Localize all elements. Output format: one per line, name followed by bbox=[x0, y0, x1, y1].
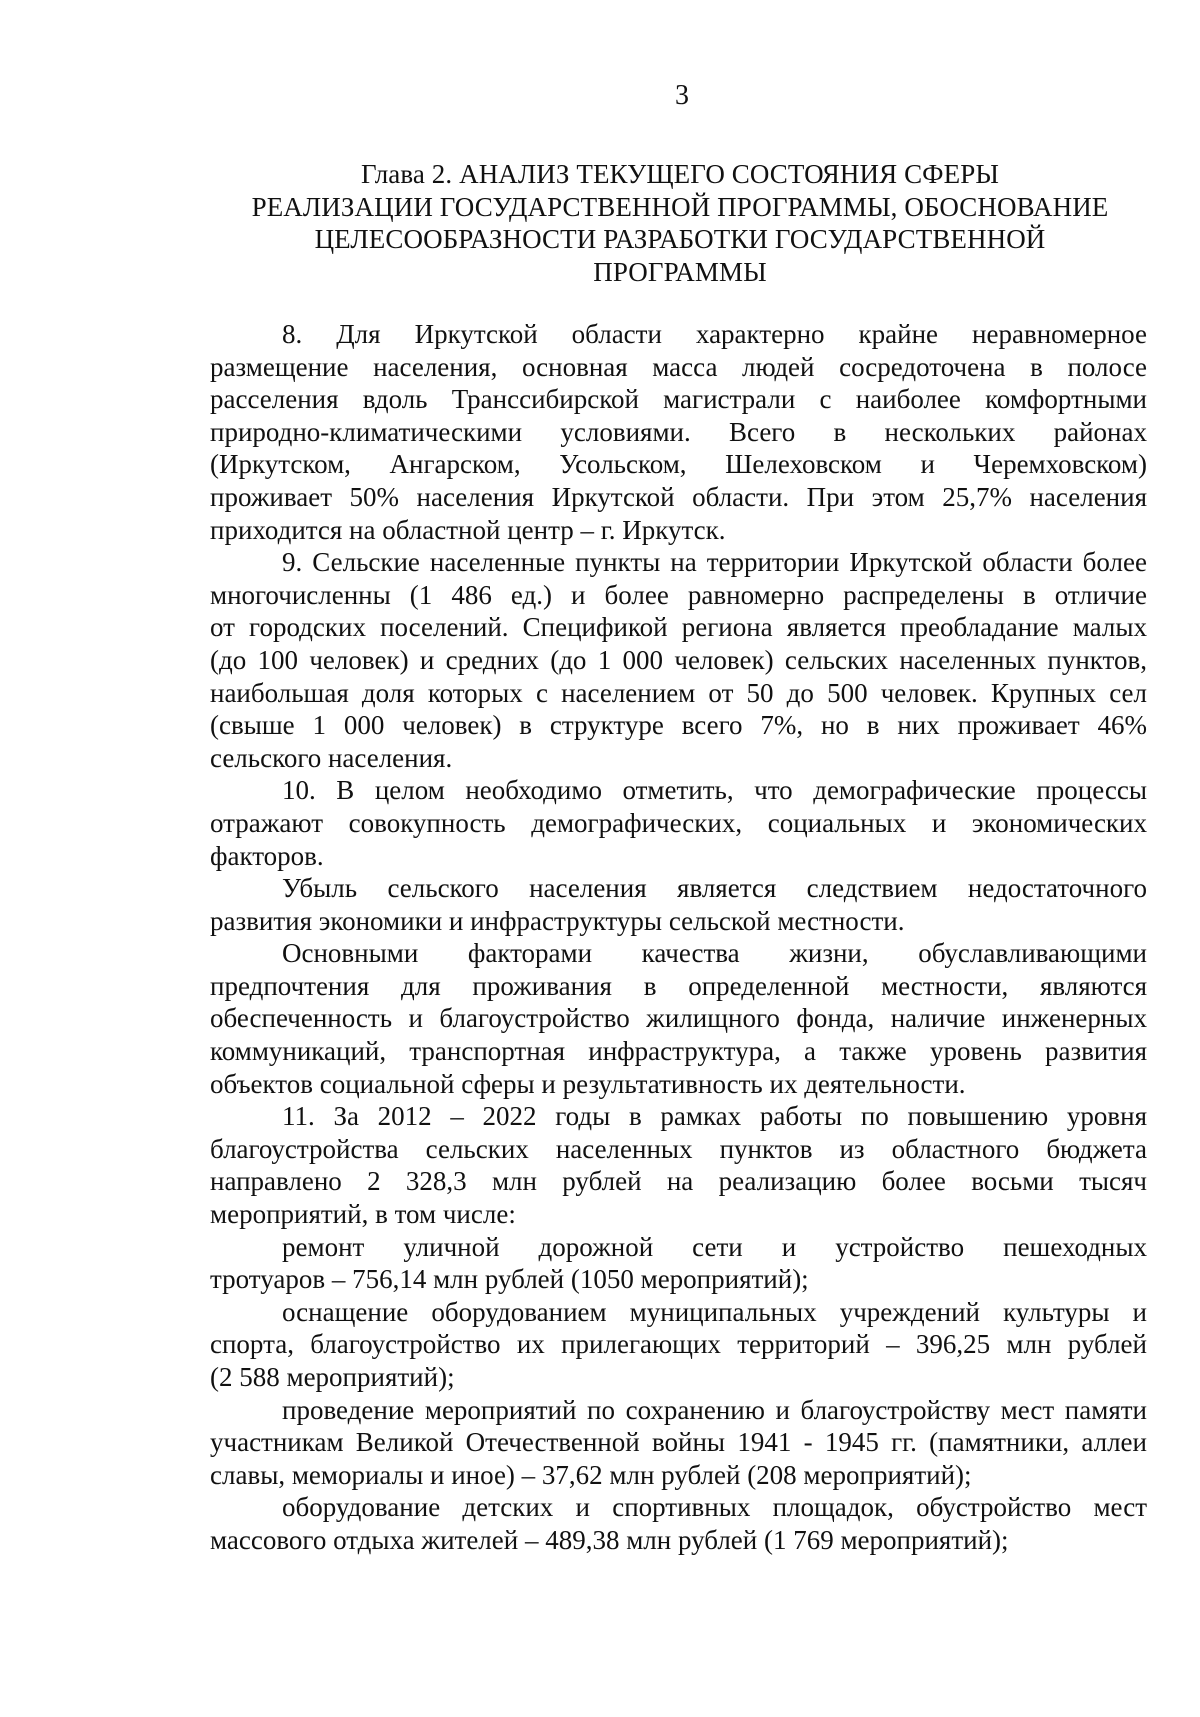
text-line: сельского населения. bbox=[210, 742, 453, 773]
text-line: (2 588 мероприятий); bbox=[210, 1362, 455, 1392]
text-line: обеспеченность и благоустройство жилищного фонда, наличие инженерных bbox=[210, 1003, 1147, 1034]
list-item-playgrounds bbox=[210, 1491, 1147, 1556]
heading-line: Глава 2. АНАЛИЗ ТЕКУЩЕГО СОСТОЯНИЯ СФЕРЫ bbox=[361, 159, 999, 189]
text-line: (Иркутском, Ангарском, Усольском, Шелеховском и Черемховском) bbox=[210, 449, 1147, 480]
body-text bbox=[210, 318, 1147, 1557]
chapter-heading bbox=[210, 158, 1150, 288]
text-line: отражают совокупность демографических, социальных и экономических bbox=[210, 807, 1147, 838]
paragraph-11 bbox=[210, 1100, 1147, 1230]
page-number: 3 bbox=[675, 80, 689, 111]
text-line: (свыше 1 000 человек) в структуре всего 7%, но в них проживает 46% bbox=[210, 710, 1147, 741]
text-line: участникам Великой Отечественной войны 1941 - 1945 гг. (памятники, аллеи bbox=[210, 1427, 1147, 1458]
text-line: оборудование детских и спортивных площадок, обустройство мест bbox=[282, 1492, 1147, 1523]
text-line: тротуаров – 756,14 млн рублей (1050 мероприятий); bbox=[210, 1264, 809, 1295]
paragraph-quality-factors bbox=[210, 937, 1147, 1100]
text-line: оснащение оборудованием муниципальных учреждений культуры и bbox=[282, 1296, 1147, 1327]
text-line: от городских поселений. Спецификой региона является преобладание малых bbox=[210, 612, 1147, 643]
text-line: (до 100 человек) и средних (до 1 000 человек) сельских населенных пунктов, bbox=[210, 644, 1147, 675]
text-line: 10. В целом необходимо отметить, что демографические процессы bbox=[282, 775, 1147, 806]
text-line: развития экономики и инфраструктуры сельской местности. bbox=[210, 905, 905, 936]
text-line: предпочтения для проживания в определенной местности, являются bbox=[210, 970, 1147, 1001]
text-line: наибольшая доля которых с населением от 50 до 500 человек. Крупных сел bbox=[210, 677, 1147, 708]
text-line: направлено 2 328,3 млн рублей на реализацию более восьми тысяч bbox=[210, 1166, 1147, 1197]
paragraph-rural-decline bbox=[210, 872, 1147, 937]
text-line: размещение населения, основная масса людей сосредоточена в полосе bbox=[210, 351, 1147, 382]
text-line: 11. За 2012 – 2022 годы в рамках работы по повышению уровня bbox=[282, 1101, 1147, 1132]
text-line: 8. Для Иркутской области характерно крайне неравномерное bbox=[282, 319, 1147, 349]
text-line: проведение мероприятий по сохранению и благоустройству мест памяти bbox=[282, 1394, 1147, 1425]
text-line: Убыль сельского населения является следствием недостаточного bbox=[282, 873, 1147, 904]
text-line: факторов. bbox=[210, 840, 324, 871]
paragraph-9 bbox=[210, 546, 1147, 774]
paragraph-8 bbox=[210, 318, 1147, 546]
text-line: приходится на областной центр – г. Иркутск. bbox=[210, 514, 726, 545]
text-line: природно-климатическими условиями. Всего в нескольких районах bbox=[210, 416, 1147, 447]
heading-line: РЕАЛИЗАЦИИ ГОСУДАРСТВЕННОЙ ПРОГРАММЫ, ОБОСНОВАНИЕ bbox=[251, 191, 1109, 222]
list-item-culture-sport bbox=[210, 1296, 1147, 1394]
text-line: мероприятий, в том числе: bbox=[210, 1199, 516, 1230]
text-line: ремонт уличной дорожной сети и устройство пешеходных bbox=[282, 1231, 1147, 1262]
text-line: объектов социальной сферы и результативность их деятельности. bbox=[210, 1068, 966, 1099]
list-item-roads bbox=[210, 1231, 1147, 1296]
text-line: Основными факторами качества жизни, обуславливающими bbox=[282, 938, 1147, 969]
text-line: славы, мемориалы и иное) – 37,62 млн рублей (208 мероприятий); bbox=[210, 1459, 972, 1490]
paragraph-10 bbox=[210, 774, 1147, 872]
text-line: благоустройства сельских населенных пунктов из областного бюджета bbox=[210, 1133, 1147, 1164]
text-line: спорта, благоустройство их прилегающих территорий – 396,25 млн рублей bbox=[210, 1329, 1147, 1360]
list-item-memorials bbox=[210, 1394, 1147, 1492]
heading-line: ПРОГРАММЫ bbox=[593, 256, 767, 287]
text-line: проживает 50% населения Иркутской области. При этом 25,7% населения bbox=[210, 481, 1147, 512]
text-line: многочисленны (1 486 ед.) и более равномерно распределены в отличие bbox=[210, 579, 1147, 610]
text-line: 9. Сельские населенные пункты на территории Иркутской области более bbox=[282, 547, 1147, 578]
heading-line: ЦЕЛЕСООБРАЗНОСТИ РАЗРАБОТКИ ГОСУДАРСТВЕННОЙ bbox=[314, 224, 1046, 254]
text-line: массового отдыха жителей – 489,38 млн рублей (1 769 мероприятий); bbox=[210, 1524, 1009, 1555]
text-line: коммуникаций, транспортная инфраструктура, а также уровень развития bbox=[210, 1036, 1147, 1067]
text-line: расселения вдоль Транссибирской магистрали с наиболее комфортными bbox=[210, 384, 1147, 415]
